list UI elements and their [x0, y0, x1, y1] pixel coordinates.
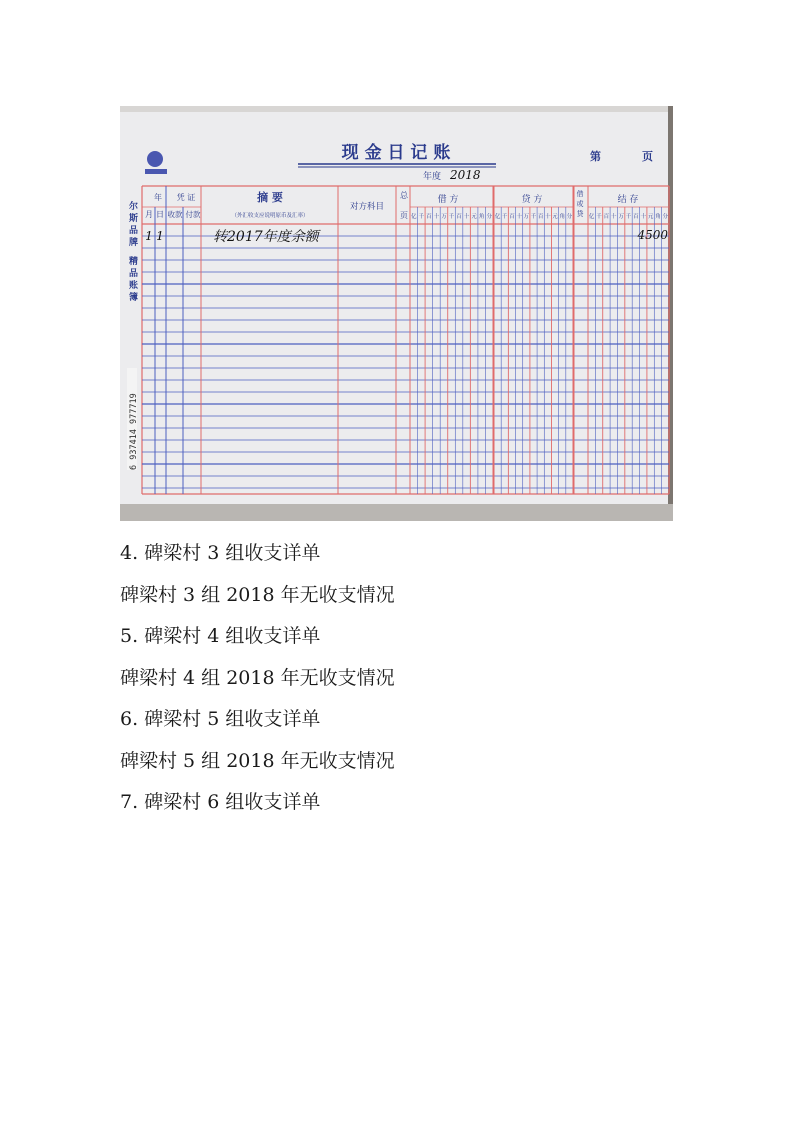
credit-digit-label: 万: [523, 214, 530, 220]
header-ledger-page-top: 总: [400, 191, 408, 200]
debit-digit-label: 千: [418, 214, 425, 220]
svg-text:簿: 簿: [129, 293, 139, 303]
balance-digit-label: 十: [611, 214, 617, 220]
balance-digit-label: 元: [647, 214, 654, 220]
credit-digit-label: 角: [559, 214, 565, 220]
svg-text:牌: 牌: [129, 238, 139, 248]
section-heading-3: 4. 碑梁村 3 组收支详单: [120, 542, 321, 564]
svg-text:斯: 斯: [129, 214, 139, 224]
header-summary: 摘 要: [257, 191, 283, 204]
debit-digit-label: 亿: [411, 214, 417, 220]
header-month: 月: [145, 210, 153, 219]
credit-digit-label: 百: [509, 214, 515, 220]
header-counter-account: 对方科目: [349, 202, 385, 212]
debit-digit-label: 角: [478, 214, 485, 220]
header-summary-note: （外汇收支应说明原币及汇率）: [231, 213, 309, 219]
svg-text:精: 精: [129, 257, 139, 267]
balance-digit-label: 千: [625, 214, 632, 220]
header-ledger-page-bottom: 页: [400, 211, 408, 220]
debit-digit-label: 元: [471, 214, 477, 220]
entry-day: 1: [156, 229, 164, 243]
balance-digit-label: 亿: [588, 214, 595, 220]
section-heading-4: 5. 碑梁村 4 组收支详单: [120, 625, 321, 647]
balance-digit-label: 十: [640, 214, 646, 220]
balance-digit-label: 万: [618, 214, 624, 220]
credit-digit-label: 元: [552, 214, 558, 220]
header-receipt: 收款: [167, 210, 183, 219]
ledger-title: 现 金 日 记 账: [341, 143, 451, 163]
entry-balance: 4500: [637, 228, 668, 242]
ledger-photo: [120, 106, 673, 521]
page-label-prefix: 第: [590, 150, 601, 163]
section-note-5: 碑梁村 5 组 2018 年无收支情况: [120, 750, 395, 772]
entry-summary: 转2017年度余额: [213, 229, 319, 245]
section-heading-6: 7. 碑梁村 6 组收支详单: [120, 791, 321, 813]
barcode-number: 6 937414 977719: [129, 393, 139, 470]
balance-digit-label: 角: [655, 214, 661, 220]
credit-digit-label: 十: [545, 214, 551, 220]
debit-digit-label: 百: [426, 214, 432, 220]
header-dc-top: 借: [576, 190, 584, 198]
balance-digit-label: 分: [662, 214, 669, 220]
header-dc-bottom: 贷: [576, 210, 584, 218]
year-value: 2018: [450, 168, 481, 182]
header-credit: 贷 方: [521, 195, 543, 205]
header-voucher: 凭 证: [176, 193, 196, 202]
entry-month: 1: [145, 229, 153, 243]
balance-digit-label: 百: [603, 214, 610, 220]
header-year: 年: [154, 193, 162, 202]
header-balance: 结 存: [617, 195, 639, 205]
section-note-3: 碑梁村 3 组 2018 年无收支情况: [120, 584, 395, 606]
balance-digit-label: 百: [633, 214, 639, 220]
digit-labels: [411, 212, 669, 220]
debit-digit-label: 百: [456, 214, 462, 220]
balance-digit-label: 千: [596, 214, 602, 220]
debit-digit-label: 千: [448, 214, 455, 220]
svg-text:品: 品: [129, 226, 139, 236]
header-debit: 借 方: [437, 195, 459, 205]
debit-digit-label: 分: [486, 214, 492, 220]
credit-digit-label: 百: [537, 214, 544, 220]
svg-text:账: 账: [129, 281, 139, 291]
debit-digit-label: 万: [441, 214, 447, 220]
svg-text:尔: 尔: [129, 202, 139, 212]
header-payment: 付款: [185, 210, 201, 219]
credit-digit-label: 亿: [494, 214, 501, 220]
credit-digit-label: 千: [530, 214, 537, 220]
credit-digit-label: 分: [566, 214, 573, 220]
header-day: 日: [156, 210, 164, 219]
credit-digit-label: 千: [502, 214, 508, 220]
credit-digit-label: 十: [516, 214, 522, 220]
section-heading-5: 6. 碑梁村 5 组收支详单: [120, 708, 321, 730]
section-note-4: 碑梁村 4 组 2018 年无收支情况: [120, 667, 395, 689]
svg-text:品: 品: [129, 269, 139, 279]
debit-digit-label: 十: [463, 214, 470, 220]
debit-digit-label: 十: [433, 214, 440, 220]
year-label: 年度: [423, 172, 442, 182]
page-label-suffix: 页: [642, 150, 653, 163]
header-dc-mid: 或: [576, 200, 584, 208]
